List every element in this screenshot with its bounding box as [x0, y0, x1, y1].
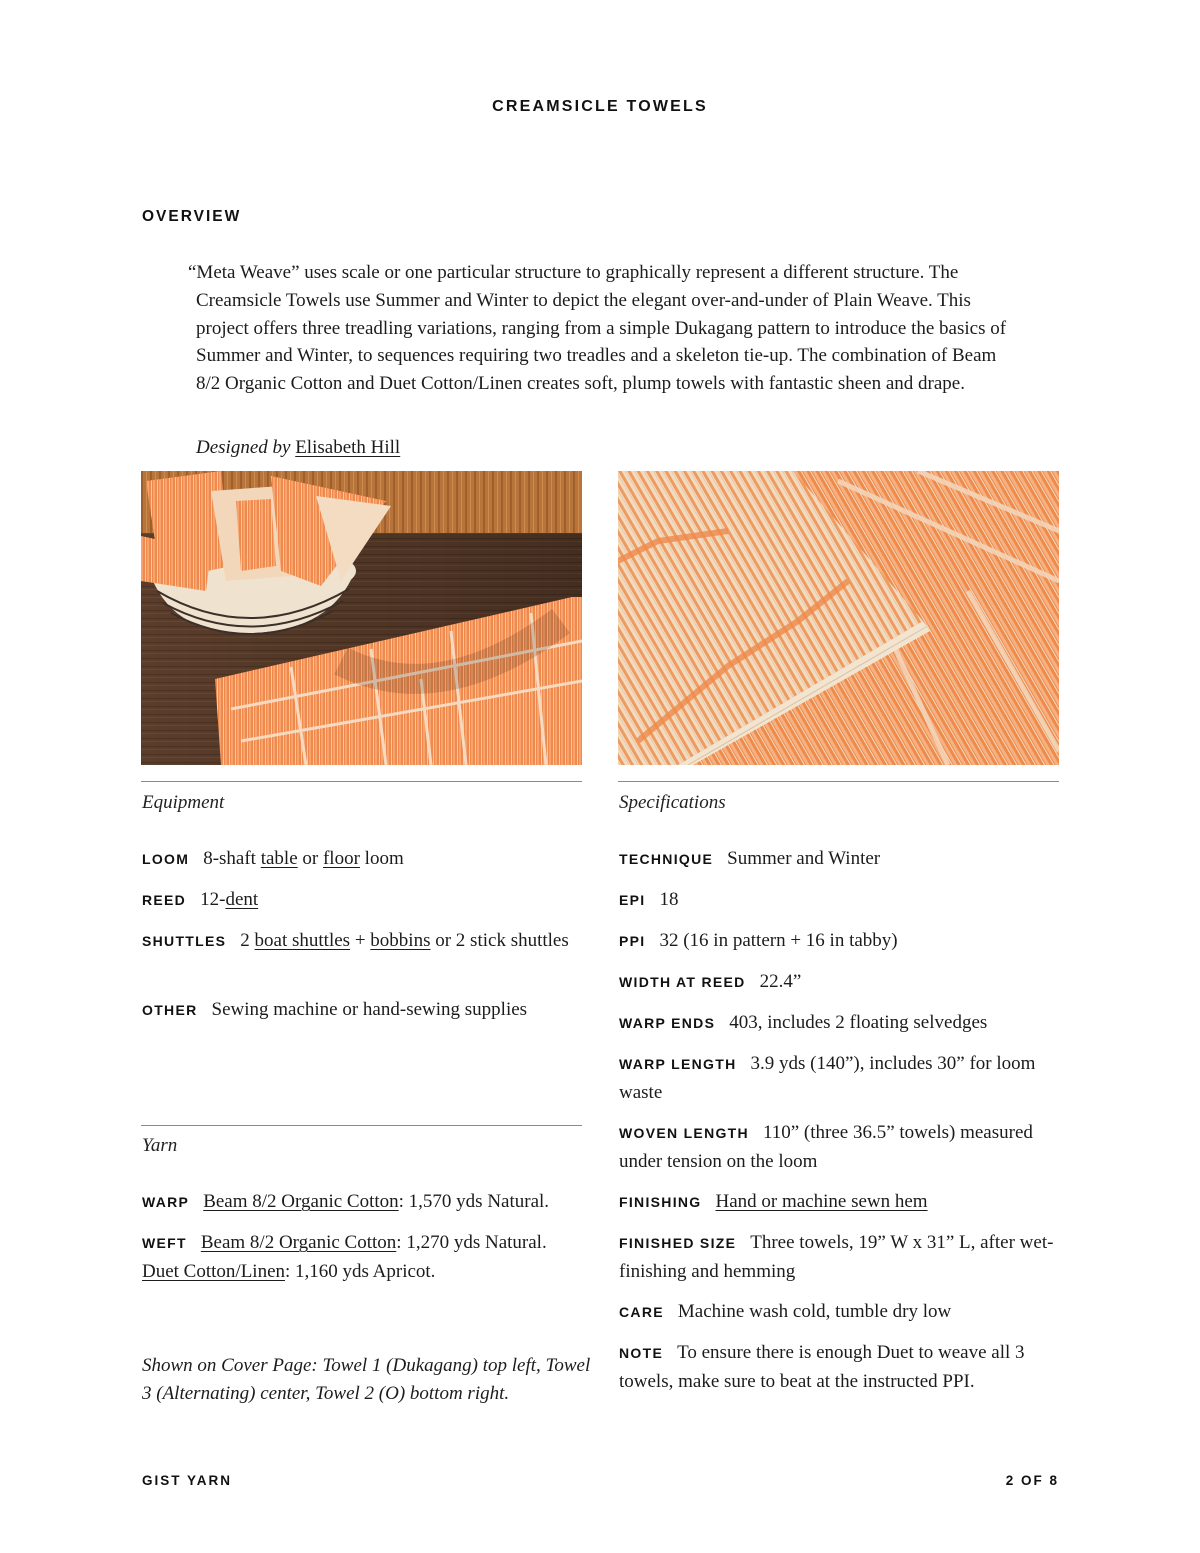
loom-text-or: or [297, 848, 323, 869]
yarn-weft [142, 1229, 582, 1285]
towel-closeup-photo [618, 471, 1059, 765]
overview-body: “Meta Weave” uses scale or one particular structure to graphically represent a different structure. The Creamsicle Towels use Summer and Winter to depict the elegant over-and-under of Plain Weave. This project offers three treadling variations, ranging from a simple Dukagang pattern to introduce the basics of Summer and Winter, to sequences requiring two treadles and a skeleton tie-up. The combination of Beam 8/2 Organic Cotton and Duet Cotton/Linen creates soft, plump towels with fantastic sheen and drape. [188, 262, 1007, 395]
reed-text: 12- [200, 889, 226, 910]
weft-apricot-amount: : 1,160 yds Apricot. [285, 1260, 436, 1282]
weft-natural-amount: : 1,270 yds Natural. [396, 1232, 547, 1253]
shuttles-text-end: or 2 stick shuttles [430, 930, 569, 951]
spec-finished-size [619, 1229, 1059, 1285]
bobbins-link[interactable]: bobbins [370, 930, 431, 951]
ppi-label: PPI [619, 933, 646, 949]
weft-label: WEFT [142, 1235, 187, 1251]
spec-finishing [619, 1188, 1059, 1217]
width-at-reed-value: 22.4” [759, 971, 802, 992]
woven-length-value: 110” (three 36.5” towels) measured under tension on the loom [619, 1122, 1033, 1172]
epi-value: 18 [659, 889, 679, 910]
finished-size-value: Three towels, 19” W x 31” L, after wet-finishing and hemming [619, 1232, 1054, 1282]
loom-text-end: loom [359, 848, 404, 869]
table-loom-link[interactable]: table [260, 848, 298, 869]
other-label: OTHER [142, 1002, 198, 1018]
note-value: To ensure there is enough Duet to weave all 3 towels, make sure to beat at the instructed PPI. [619, 1342, 1025, 1392]
care-label: CARE [619, 1304, 664, 1320]
spec-care [619, 1298, 1059, 1327]
warp-amount: : 1,570 yds Natural. [398, 1191, 550, 1212]
loom-text: 8-shaft [203, 848, 261, 869]
technique-value: Summer and Winter [727, 848, 881, 869]
towels-bowl-image [141, 471, 582, 765]
warp-length-label: WARP LENGTH [619, 1056, 737, 1072]
equipment-reed [142, 886, 582, 915]
document-title: CREAMSICLE TOWELS [492, 98, 708, 115]
spec-ppi [619, 927, 1059, 956]
towels-bowl-photo [141, 471, 582, 765]
equipment-shuttles [142, 927, 582, 956]
width-at-reed-label: WIDTH AT REED [619, 974, 746, 990]
warp-label: WARP [142, 1194, 190, 1210]
warp-ends-value: 403, includes 2 floating selvedges [729, 1012, 988, 1033]
equipment-heading: Equipment [142, 792, 225, 813]
page-number: 2 OF 8 [1005, 1473, 1059, 1488]
overview-heading: OVERVIEW [142, 208, 242, 225]
spec-warp-ends [619, 1009, 1059, 1038]
care-value: Machine wash cold, tumble dry low [677, 1301, 952, 1322]
yarn-heading: Yarn [142, 1135, 178, 1156]
finishing-link[interactable]: Hand or machine sewn hem [715, 1191, 928, 1212]
boat-shuttles-link[interactable]: boat shuttles [254, 930, 351, 951]
warp-yarn-link[interactable]: Beam 8/2 Organic Cotton [203, 1191, 399, 1212]
yarn-divider [141, 1125, 582, 1126]
dent-link[interactable]: dent [225, 889, 259, 910]
equipment-other [142, 996, 582, 1025]
shuttles-label: SHUTTLES [142, 933, 227, 949]
warp-ends-label: WARP ENDS [619, 1015, 716, 1031]
designer-link[interactable]: Elisabeth Hill [295, 437, 401, 458]
spec-epi [619, 886, 1059, 915]
overview-paragraph [188, 259, 1018, 398]
specifications-heading: Specifications [619, 792, 726, 813]
shuttles-plus: + [350, 930, 371, 951]
towel-closeup-image [618, 471, 1059, 765]
note-label: NOTE [619, 1345, 664, 1361]
equipment-divider [141, 781, 582, 782]
ppi-value: 32 (16 in pattern + 16 in tabby) [659, 930, 898, 951]
yarn-warp [142, 1188, 582, 1217]
finished-size-label: FINISHED SIZE [619, 1235, 737, 1251]
loom-label: LOOM [142, 851, 190, 867]
epi-label: EPI [619, 892, 646, 908]
spec-warp-length [619, 1050, 1059, 1106]
duet-link[interactable]: Duet Cotton/Linen [142, 1260, 286, 1282]
reed-label: REED [142, 892, 187, 908]
designer-credit [196, 437, 400, 459]
other-value: Sewing machine or hand-sewing supplies [211, 999, 528, 1020]
cover-page-note: Shown on Cover Page: Towel 1 (Dukagang) top left, Towel 3 (Alternating) center, Towel 2 (O) bottom right. [142, 1355, 591, 1404]
woven-length-label: WOVEN LENGTH [619, 1125, 749, 1141]
spec-technique [619, 845, 1059, 874]
equipment-loom [142, 845, 582, 874]
finishing-label: FINISHING [619, 1194, 702, 1210]
floor-loom-link[interactable]: floor [322, 848, 360, 869]
warp-length-value: 3.9 yds (140”), includes 30” for loom waste [619, 1053, 1036, 1103]
spec-width-at-reed [619, 968, 1059, 997]
spec-note [619, 1339, 1059, 1395]
designed-by-label: Designed by [196, 437, 291, 458]
footer-brand: GIST YARN [142, 1473, 233, 1488]
shuttles-text: 2 [240, 930, 255, 951]
specifications-divider [618, 781, 1059, 782]
technique-label: TECHNIQUE [619, 851, 714, 867]
spec-woven-length [619, 1119, 1059, 1175]
weft-beam-link[interactable]: Beam 8/2 Organic Cotton [200, 1232, 397, 1253]
